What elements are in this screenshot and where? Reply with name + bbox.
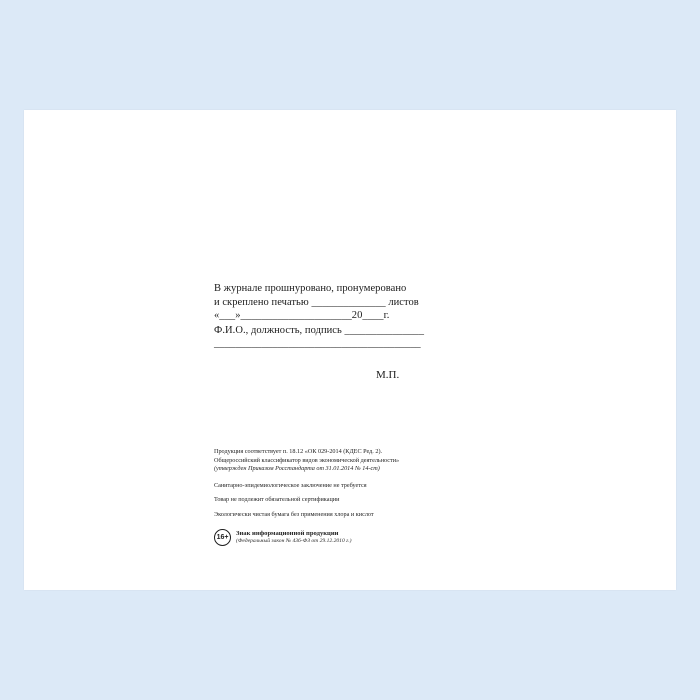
stamp-line-1: В журнале прошнуровано, пронумеровано bbox=[214, 283, 407, 294]
stamp-line-4: Ф.И.О., должность, подпись _______________ bbox=[214, 324, 425, 336]
age-rating-title: Знак информационной продукции bbox=[236, 529, 339, 537]
cert-line-5: Товар не подлежит обязательной сертификации bbox=[214, 496, 340, 504]
stamp-block bbox=[214, 282, 514, 381]
age-rating-row bbox=[214, 529, 534, 546]
age-rating-note: (Федеральный закон № 436-ФЗ от 29.12.2010 г.) bbox=[236, 537, 352, 544]
certification-block bbox=[214, 448, 534, 546]
cert-line-4: Санитарно-эпидемиологическое заключение не требуется bbox=[214, 481, 367, 489]
cert-line-3: (утвержден Приказом Росстандарта от 31.01.2014 № 14-ст) bbox=[214, 465, 380, 473]
stamp-line-3: «___»_____________________20____г. bbox=[214, 310, 390, 321]
seal-place-label: М.П. bbox=[376, 368, 400, 381]
cert-spacer-1 bbox=[214, 474, 534, 482]
cert-line-1: Продукция соответствует п. 18.12 «ОК 029-2014 (КДЕС Ред. 2). bbox=[214, 448, 383, 455]
stamp-line-2: и скреплено печатью ______________ листов bbox=[214, 296, 419, 308]
cert-line-6: Экологически чистая бумага без применения хлора и кислот bbox=[214, 510, 374, 518]
cert-line-2: Общероссийский классификатор видов экономической деятельности» bbox=[214, 456, 400, 464]
age-rating-badge-icon: 16+ bbox=[214, 529, 231, 546]
stamp-line-5: _______________________________________ bbox=[214, 338, 421, 349]
document-page bbox=[24, 110, 676, 590]
age-rating-text bbox=[236, 529, 352, 546]
